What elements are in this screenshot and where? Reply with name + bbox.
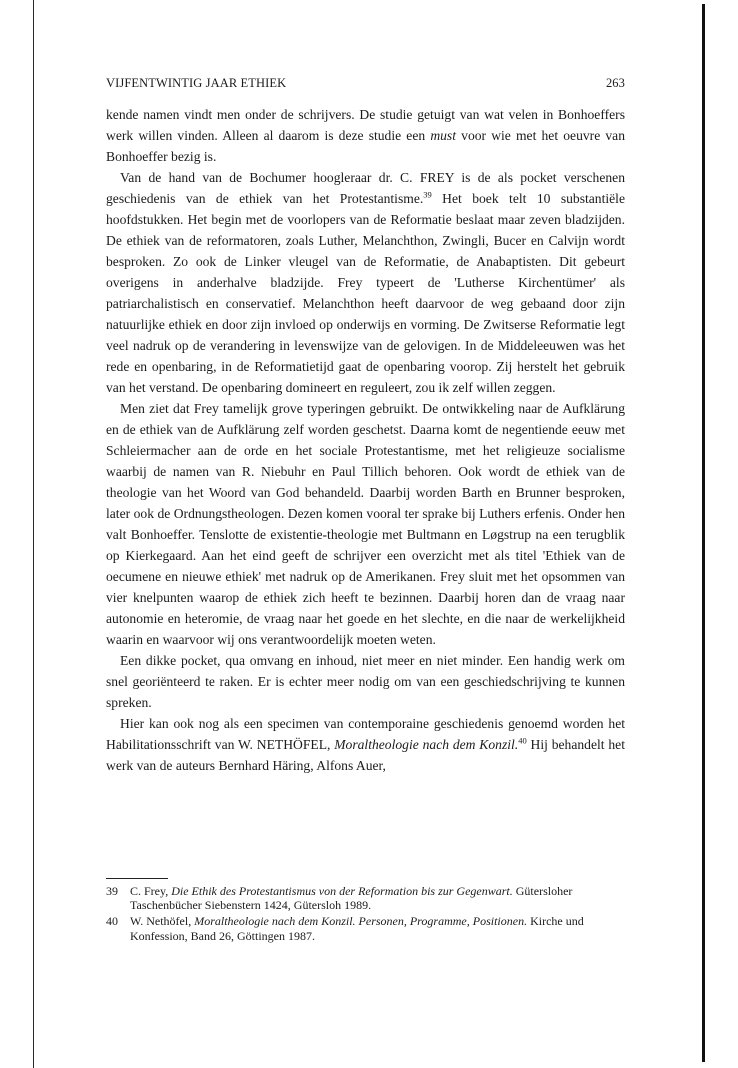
paragraph-2-text-b: Het boek telt 10 substantiële hoofdstukken. Het begin met de voorlopers van de Reformatie beslaat maar zeven bladzijden. De ethiek van de reformatoren, zoals Luther, Melanchthon, Zwingli, Bucer en Calvijn wordt besproken. Zo ook de Linker vleugel van de Reformatie, de Anabaptisten. Dit gebeurt overigens in anderhalve bladzijde. Frey typeert de 'Lutherse Kirchentümer' als patriarchalistisch en conservatief. Melanchthon heeft daarvoor de weg gebaand door zijn natuurlijke ethiek en door zijn invloed op onderwijs en vorming. De Zwitserse Reformatie legt veel nadruk op de verandering in levenswijze van de gelovigen. In de Middeleeuwen was het rede en openbaring, in de Reformatietijd gaat de openbaring voorop. Zij herstelt het gebruik van het verstand. De openbaring domineert en reguleert, zou ik zelf willen zeggen.: [106, 191, 625, 395]
footnote-text: [130, 914, 625, 942]
footnote-author: W. Nethöfel,: [130, 914, 195, 929]
paragraph-4: Een dikke pocket, qua omvang en inhoud, niet meer en niet minder. Een handig werk om snel georiënteerd te raken. Er is echter meer nodig om van een geschiedschrijving te kunnen spreken.: [106, 653, 625, 710]
paragraph-1-text-a: kende namen vindt men onder de schrijvers. De studie getuigt van wat velen in Bonhoeffers werk willen vinden. Alleen al daarom is deze studie een: [106, 107, 625, 143]
body-text: [106, 104, 625, 776]
paragraph-5-text-a: Hier kan ook nog als een specimen van contemporaine geschiedenis genoemd worden het Habilitationsschrift van W. NETHÖFEL,: [106, 716, 625, 752]
paragraph-5-text-b: Hij behandelt het werk van de auteurs Bernhard Häring, Alfons Auer,: [106, 737, 625, 773]
page-number: 263: [605, 76, 625, 90]
paragraph-1-emphasis: must: [430, 128, 456, 143]
footnote-number: 40: [106, 914, 118, 929]
paragraph-2-text-a: Van de hand van de Bochumer hoogleraar dr. C. FREY is de als pocket verschenen geschiedenis van de ethiek van het Protestantisme.: [106, 170, 625, 206]
footnotes: [106, 884, 625, 945]
footnote-number: 39: [106, 884, 118, 898]
paragraph-3: Men ziet dat Frey tamelijk grove typeringen gebruikt. De ontwikkeling naar de Aufklärung en de ethiek van de Aufklärung zelf worden geschetst. Daarna komt de negentiende eeuw met Schleiermacher aan de orde en het sociale Protestantisme, met het religieuze socialisme waarbij de namen van R. Niebuhr en Paul Tillich behoren. Ook wordt de ethiek van de theologie van het Woord van God behandeld. Daarbij worden Barth en Brunner besproken, later ook de Ordnungstheologen. Dezen komen vooral ter sprake bij Luthers erfenis. Onder hen valt Bonhoeffer. Tenslotte de existentie-theologie met Bultmann en Løgstrup na een terugblik op Kierkegaard. Aan het eind geeft de schrijver een overzicht met als titel 'Ethiek van de oecumene en nieuwe ethiek' met nadruk op de Amerikanen. Frey sluit met het opsommen van vier knelpunten waarop de ethiek zich heeft te bezinnen. Daarbij horen dan de vraag naar autonomie en heteromie, de vraag naar het goede en het slechte, en die naar de werkelijkheid waarin en waarvoor wij ons verantwoordelijk moeten weten.: [106, 401, 625, 647]
running-title: VIJFENTWINTIG JAAR ETHIEK: [106, 76, 287, 90]
paragraph-5-emphasis: Moraltheologie nach dem Konzil.: [334, 737, 519, 752]
footnote-author: C. Frey,: [130, 884, 172, 898]
page-edge-left: [33, 0, 34, 1068]
paragraph-1-text-b: voor wie met het oeuvre van Bonhoeffer bezig is.: [106, 128, 625, 164]
footnote-separator: [106, 878, 168, 879]
running-header: [106, 76, 625, 91]
footnote-ref-39[interactable]: 39: [423, 189, 432, 200]
paragraph-1: [106, 104, 625, 167]
footnote-title: Die Ethik des Protestantismus von der Reformation bis zur Gegenwart.: [171, 884, 513, 898]
page-content: [106, 76, 625, 776]
footnote-ref-40[interactable]: 40: [518, 735, 527, 746]
footnote-title: Moraltheologie nach dem Konzil. Personen, Programme, Positionen.: [194, 914, 528, 929]
footnote-publication: Kirche und Konfession, Band 26, Göttingen 1987.: [130, 914, 584, 943]
paragraph-5: [106, 713, 625, 776]
page-edge-right: [702, 4, 705, 1062]
footnote-39: [106, 884, 625, 912]
footnote-40: [106, 914, 625, 942]
footnote-publication: Gütersloher Taschenbücher Siebenstern 1424, Gütersloh 1989.: [130, 884, 573, 913]
footnote-text: [130, 884, 625, 912]
paragraph-2: [106, 167, 625, 398]
